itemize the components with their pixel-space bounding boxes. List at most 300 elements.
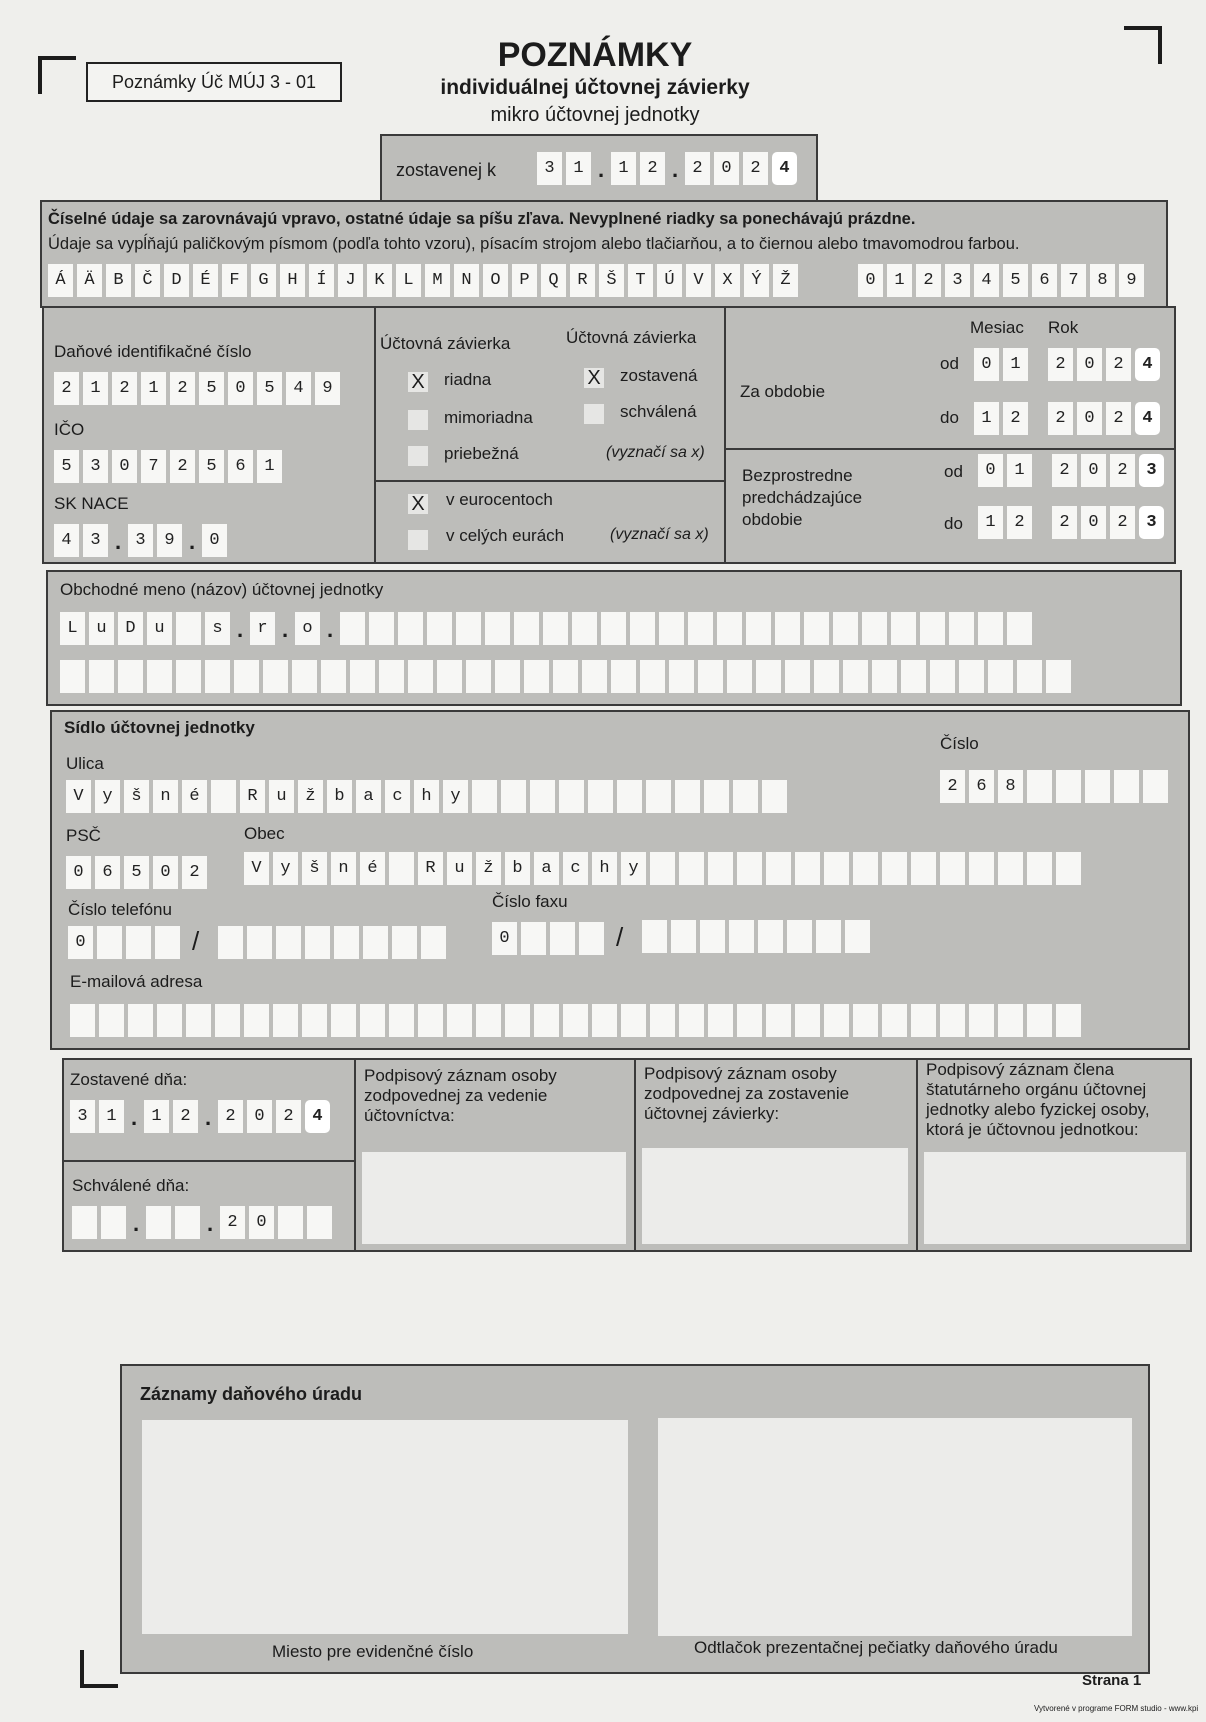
char-cell: K — [367, 264, 392, 297]
char-cell — [559, 780, 584, 813]
char-cell: Á — [48, 264, 73, 297]
char-cell — [737, 852, 762, 885]
char-cell — [737, 1004, 762, 1037]
cur-to-month — [974, 402, 1028, 435]
char-cell — [456, 612, 481, 645]
char-cell — [787, 920, 812, 953]
char-cell: 2 — [173, 1100, 198, 1133]
char-cell — [853, 1004, 878, 1037]
char-cell: Q — [541, 264, 566, 297]
char-cell — [550, 922, 575, 955]
number-label: Číslo — [940, 734, 979, 753]
char-cell: 2 — [170, 450, 195, 483]
prev-to-label: do — [944, 514, 963, 533]
sig2-field[interactable] — [642, 1148, 908, 1244]
char-cell: Ž — [773, 264, 798, 297]
char-cell — [804, 612, 829, 645]
char-cell: 4 — [1135, 402, 1160, 435]
char-cell — [940, 852, 965, 885]
char-cell — [70, 1004, 95, 1037]
char-cell: D — [118, 612, 143, 645]
char-cell — [389, 1004, 414, 1037]
char-cell — [126, 926, 151, 959]
char-cell: h — [592, 852, 617, 885]
footer-note: Vytvorené v programe FORM studio - www.kpi — [1034, 1704, 1199, 1713]
char-cell — [176, 660, 201, 693]
email-cells — [70, 1004, 1081, 1037]
char-cell: 2 — [1110, 506, 1135, 539]
char-cell — [244, 1004, 269, 1037]
form-subtitle-1: individuálnej účtovnej závierky — [440, 76, 750, 99]
char-cell — [331, 1004, 356, 1037]
char-cell — [1114, 770, 1139, 803]
char-cell: 1 — [144, 1100, 169, 1133]
char-cell — [147, 660, 172, 693]
phone-slash: / — [192, 926, 200, 956]
char-cell: H — [280, 264, 305, 297]
seat-block — [50, 710, 1190, 1050]
separator-dot: . — [114, 529, 122, 554]
char-cell — [553, 660, 578, 693]
compiled-label: zostavenej k — [396, 160, 497, 180]
char-cell — [234, 660, 259, 693]
char-cell: R — [240, 780, 265, 813]
char-cell — [650, 1004, 675, 1037]
char-cell: L — [396, 264, 421, 297]
business-name-label: Obchodné meno (názov) účtovnej jednotky — [60, 580, 384, 599]
char-cell: 6 — [228, 450, 253, 483]
separator-dot: . — [132, 1211, 140, 1236]
char-cell: c — [385, 780, 410, 813]
char-cell — [582, 660, 607, 693]
char-cell: 0 — [249, 1206, 274, 1239]
char-cell: J — [338, 264, 363, 297]
char-cell — [572, 612, 597, 645]
char-cell: 2 — [54, 372, 79, 405]
char-cell: 5 — [54, 450, 79, 483]
separator-dot: . — [597, 157, 605, 182]
char-cell: 0 — [153, 856, 178, 889]
cur-from-month — [974, 348, 1028, 381]
char-cell: Č — [135, 264, 160, 297]
char-cell — [766, 852, 791, 885]
char-cell — [505, 1004, 530, 1037]
sig1-label: Podpisový záznam osoby zodpovednej za vedenie účtovníctva: — [364, 1066, 557, 1125]
divider-h-closing — [374, 480, 726, 482]
char-cell — [563, 1004, 588, 1037]
char-cell — [176, 612, 201, 645]
char-cell — [579, 922, 604, 955]
char-cell: 5 — [124, 856, 149, 889]
evidence-number-caption: Miesto pre evidenčné číslo — [272, 1642, 474, 1661]
char-cell — [476, 1004, 501, 1037]
char-cell: 4 — [1135, 348, 1160, 381]
char-cell — [247, 926, 272, 959]
checkbox-eurocent[interactable]: X — [408, 494, 428, 514]
char-cell — [186, 1004, 211, 1037]
mark-note: (vyznačí sa x) — [606, 444, 705, 461]
char-cell — [646, 780, 671, 813]
char-cell: 2 — [1110, 454, 1135, 487]
prev-to-month — [978, 506, 1032, 539]
nace-cells — [54, 524, 227, 557]
business-name-block — [46, 570, 1182, 706]
char-cell — [853, 852, 878, 885]
char-cell — [408, 660, 433, 693]
char-cell: r — [250, 612, 275, 645]
char-cell: é — [182, 780, 207, 813]
char-cell — [72, 1206, 97, 1239]
nace-label: SK NACE — [54, 494, 129, 513]
separator-dot: . — [188, 529, 196, 554]
checkbox-riadna[interactable]: X — [408, 372, 428, 392]
char-cell: R — [570, 264, 595, 297]
separator-dot: . — [281, 617, 289, 642]
char-cell: n — [331, 852, 356, 885]
char-cell: G — [251, 264, 276, 297]
corner-mark-bottom-left — [80, 1650, 118, 1688]
stamp-caption: Odtlačok prezentačnej pečiatky daňového úradu — [694, 1638, 1058, 1657]
form-title: POZNÁMKY — [497, 36, 693, 74]
street-cells — [66, 780, 787, 813]
char-cell — [969, 852, 994, 885]
char-cell — [278, 1206, 303, 1239]
char-cell — [495, 660, 520, 693]
char-cell: 2 — [1052, 506, 1077, 539]
divider-v2 — [724, 308, 726, 562]
char-cell: 9 — [315, 372, 340, 405]
char-cell: L — [60, 612, 85, 645]
instructions-line1: Číselné údaje sa zarovnávajú vpravo, ostatné údaje sa píšu zľava. Nevyplnené riadky sa ponechávajú prázdne. — [48, 210, 916, 228]
char-cell — [775, 612, 800, 645]
char-cell: 0 — [1077, 402, 1102, 435]
char-cell: a — [356, 780, 381, 813]
char-cell — [307, 1206, 332, 1239]
char-cell: R — [418, 852, 443, 885]
approved-on-label: Schválené dňa: — [72, 1176, 190, 1195]
number-cells — [940, 770, 1168, 803]
char-cell — [302, 1004, 327, 1037]
char-cell: 8 — [998, 770, 1023, 803]
char-cell: y — [273, 852, 298, 885]
char-cell: ž — [298, 780, 323, 813]
char-cell — [157, 1004, 182, 1037]
corner-mark-top-left — [38, 56, 76, 94]
char-cell — [843, 660, 868, 693]
tax-office-header: Záznamy daňového úradu — [140, 1384, 363, 1404]
char-cell: T — [628, 264, 653, 297]
char-cell — [671, 920, 696, 953]
char-cell: 5 — [199, 372, 224, 405]
city-label: Obec — [244, 824, 285, 843]
char-cell: 3 — [83, 524, 108, 557]
evidence-number-field[interactable] — [142, 1420, 628, 1634]
signature-block — [62, 1058, 1192, 1252]
char-cell: 1 — [1003, 348, 1028, 381]
char-cell: š — [124, 780, 149, 813]
char-cell — [1017, 660, 1042, 693]
char-cell — [785, 660, 810, 693]
char-cell — [128, 1004, 153, 1037]
char-cell — [766, 1004, 791, 1037]
char-cell — [588, 780, 613, 813]
page-number: Strana 1 — [1082, 1672, 1142, 1689]
ico-label: IČO — [54, 420, 85, 439]
char-cell — [521, 922, 546, 955]
char-cell: 9 — [157, 524, 182, 557]
char-cell: 4 — [305, 1100, 330, 1133]
label-eurocent: v eurocentoch — [446, 490, 553, 509]
current-period-label: Za obdobie — [740, 382, 826, 401]
fax-number-cells — [642, 920, 870, 953]
prev-period-label-3: obdobie — [742, 510, 803, 529]
char-cell: X — [715, 264, 740, 297]
divider-v1 — [374, 308, 376, 562]
char-cell — [292, 660, 317, 693]
char-cell — [421, 926, 446, 959]
char-cell: 9 — [1119, 264, 1144, 297]
char-cell: 1 — [978, 506, 1003, 539]
business-name-row-2 — [60, 660, 1071, 693]
char-cell — [305, 926, 330, 959]
instructions-box — [40, 200, 1168, 308]
compiled-date-cells — [537, 152, 797, 185]
char-cell — [872, 660, 897, 693]
char-cell — [901, 660, 926, 693]
char-cell — [708, 1004, 733, 1037]
char-cell — [350, 660, 375, 693]
char-cell: 0 — [858, 264, 883, 297]
char-cell: 3 — [128, 524, 153, 557]
char-cell — [959, 660, 984, 693]
sig-divider-2 — [634, 1060, 636, 1250]
char-cell: É — [193, 264, 218, 297]
char-cell — [1085, 770, 1110, 803]
separator-dot: . — [204, 1105, 212, 1130]
char-cell: 3 — [83, 450, 108, 483]
char-cell: 0 — [112, 450, 137, 483]
char-cell: 6 — [95, 856, 120, 889]
char-cell: y — [95, 780, 120, 813]
prev-period-label-2: predchádzajúce — [742, 488, 863, 507]
sample-letters — [48, 264, 798, 297]
char-cell: 0 — [974, 348, 999, 381]
char-cell — [60, 660, 85, 693]
char-cell: 4 — [772, 152, 797, 185]
year-header: Rok — [1048, 318, 1079, 337]
char-cell: Ý — [744, 264, 769, 297]
label-whole-eur: v celých eurách — [446, 526, 565, 545]
char-cell — [824, 852, 849, 885]
char-cell: 3 — [70, 1100, 95, 1133]
sig-divider-h — [64, 1160, 356, 1162]
divider-h-period — [724, 448, 1176, 450]
char-cell — [363, 926, 388, 959]
char-cell: 2 — [640, 152, 665, 185]
char-cell: s — [205, 612, 230, 645]
separator-dot: . — [236, 617, 244, 642]
prev-period-label-1: Bezprostredne — [742, 466, 853, 485]
char-cell — [175, 1206, 200, 1239]
char-cell — [118, 660, 143, 693]
char-cell — [833, 612, 858, 645]
char-cell: u — [147, 612, 172, 645]
checkbox-schvalena[interactable] — [584, 404, 604, 424]
char-cell: 2 — [220, 1206, 245, 1239]
char-cell — [1007, 612, 1032, 645]
char-cell: 2 — [182, 856, 207, 889]
char-cell: V — [686, 264, 711, 297]
char-cell: 1 — [99, 1100, 124, 1133]
char-cell — [911, 1004, 936, 1037]
char-cell: 2 — [1106, 348, 1131, 381]
char-cell — [1027, 852, 1052, 885]
char-cell: Š — [599, 264, 624, 297]
char-cell — [795, 852, 820, 885]
char-cell: 0 — [202, 524, 227, 557]
char-cell — [675, 780, 700, 813]
char-cell: a — [534, 852, 559, 885]
char-cell: 0 — [492, 922, 517, 955]
char-cell: 2 — [1007, 506, 1032, 539]
char-cell: 1 — [566, 152, 591, 185]
sig3-field[interactable] — [924, 1152, 1186, 1244]
char-cell — [334, 926, 359, 959]
cur-to-year — [1048, 402, 1160, 435]
char-cell: u — [269, 780, 294, 813]
char-cell — [679, 852, 704, 885]
char-cell — [1056, 852, 1081, 885]
char-cell: 2 — [743, 152, 768, 185]
label-mimoriadna: mimoriadna — [444, 408, 533, 427]
char-cell: n — [153, 780, 178, 813]
month-header: Mesiac — [970, 318, 1024, 337]
char-cell: 0 — [978, 454, 1003, 487]
char-cell — [1046, 660, 1071, 693]
char-cell — [640, 660, 665, 693]
cur-from-label: od — [940, 354, 959, 373]
char-cell — [1027, 1004, 1052, 1037]
char-cell: é — [360, 852, 385, 885]
prev-from-label: od — [944, 462, 963, 481]
char-cell: 2 — [916, 264, 941, 297]
instructions-line2: Údaje sa vypĺňajú paličkovým písmom (podľa tohto vzoru), písacím strojom alebo tlačiarňou, a to čiernou alebo tmavomodrou farbou. — [48, 235, 1020, 253]
checkbox-mimoriadna[interactable] — [408, 410, 428, 430]
char-cell: M — [425, 264, 450, 297]
char-cell — [998, 1004, 1023, 1037]
char-cell: 1 — [257, 450, 282, 483]
char-cell — [379, 660, 404, 693]
char-cell — [758, 920, 783, 953]
char-cell: u — [89, 612, 114, 645]
char-cell: ž — [476, 852, 501, 885]
char-cell — [756, 660, 781, 693]
char-cell — [642, 920, 667, 953]
checkbox-zostavena[interactable]: X — [584, 368, 604, 388]
char-cell — [920, 612, 945, 645]
stamp-field[interactable] — [658, 1418, 1132, 1636]
fax-prefix-cells — [492, 922, 604, 955]
char-cell — [89, 660, 114, 693]
char-cell: 2 — [218, 1100, 243, 1133]
fax-label: Číslo faxu — [492, 892, 568, 911]
char-cell — [621, 1004, 646, 1037]
mark-note-2: (vyznačí sa x) — [610, 526, 709, 543]
char-cell — [650, 852, 675, 885]
checkbox-priebezna[interactable] — [408, 446, 428, 466]
char-cell: 8 — [1090, 264, 1115, 297]
char-cell: 2 — [1048, 402, 1073, 435]
char-cell — [882, 1004, 907, 1037]
char-cell — [630, 612, 655, 645]
compiled-on-cells — [70, 1100, 330, 1133]
char-cell — [155, 926, 180, 959]
ico-cells — [54, 450, 282, 483]
char-cell — [205, 660, 230, 693]
sig1-field[interactable] — [362, 1152, 626, 1244]
char-cell: Í — [309, 264, 334, 297]
separator-dot: . — [671, 157, 679, 182]
char-cell: B — [106, 264, 131, 297]
char-cell: Ú — [657, 264, 682, 297]
dic-label: Daňové identifikačné číslo — [54, 342, 252, 361]
char-cell: 0 — [714, 152, 739, 185]
char-cell: 0 — [1077, 348, 1102, 381]
label-riadna: riadna — [444, 370, 492, 389]
char-cell — [218, 926, 243, 959]
char-cell — [389, 852, 414, 885]
char-cell: P — [512, 264, 537, 297]
char-cell: 2 — [940, 770, 965, 803]
checkbox-whole-eur[interactable] — [408, 530, 428, 550]
char-cell — [659, 612, 684, 645]
prev-from-year — [1052, 454, 1164, 487]
char-cell — [733, 780, 758, 813]
char-cell: 1 — [141, 372, 166, 405]
char-cell — [1056, 770, 1081, 803]
corner-mark-top-right — [1124, 26, 1162, 64]
char-cell — [360, 1004, 385, 1037]
email-label: E-mailová adresa — [70, 972, 203, 991]
char-cell: 2 — [1048, 348, 1073, 381]
char-cell — [534, 1004, 559, 1037]
phone-prefix-cells — [68, 926, 180, 959]
char-cell — [814, 660, 839, 693]
compiled-date-box — [380, 134, 818, 204]
fax-slash: / — [616, 922, 624, 952]
char-cell: 3 — [945, 264, 970, 297]
char-cell — [988, 660, 1013, 693]
char-cell — [146, 1206, 171, 1239]
char-cell: 7 — [141, 450, 166, 483]
char-cell: 0 — [68, 926, 93, 959]
char-cell: V — [66, 780, 91, 813]
char-cell: b — [505, 852, 530, 885]
char-cell: 6 — [969, 770, 994, 803]
sig-divider-3 — [916, 1060, 918, 1250]
char-cell: 4 — [286, 372, 311, 405]
char-cell — [97, 926, 122, 959]
char-cell: 0 — [247, 1100, 272, 1133]
char-cell: c — [563, 852, 588, 885]
char-cell: 2 — [1003, 402, 1028, 435]
char-cell: N — [454, 264, 479, 297]
char-cell — [824, 1004, 849, 1037]
char-cell — [708, 852, 733, 885]
sample-digits — [858, 264, 1144, 297]
sig-divider-1 — [354, 1060, 356, 1250]
label-priebezna: priebežná — [444, 444, 519, 463]
